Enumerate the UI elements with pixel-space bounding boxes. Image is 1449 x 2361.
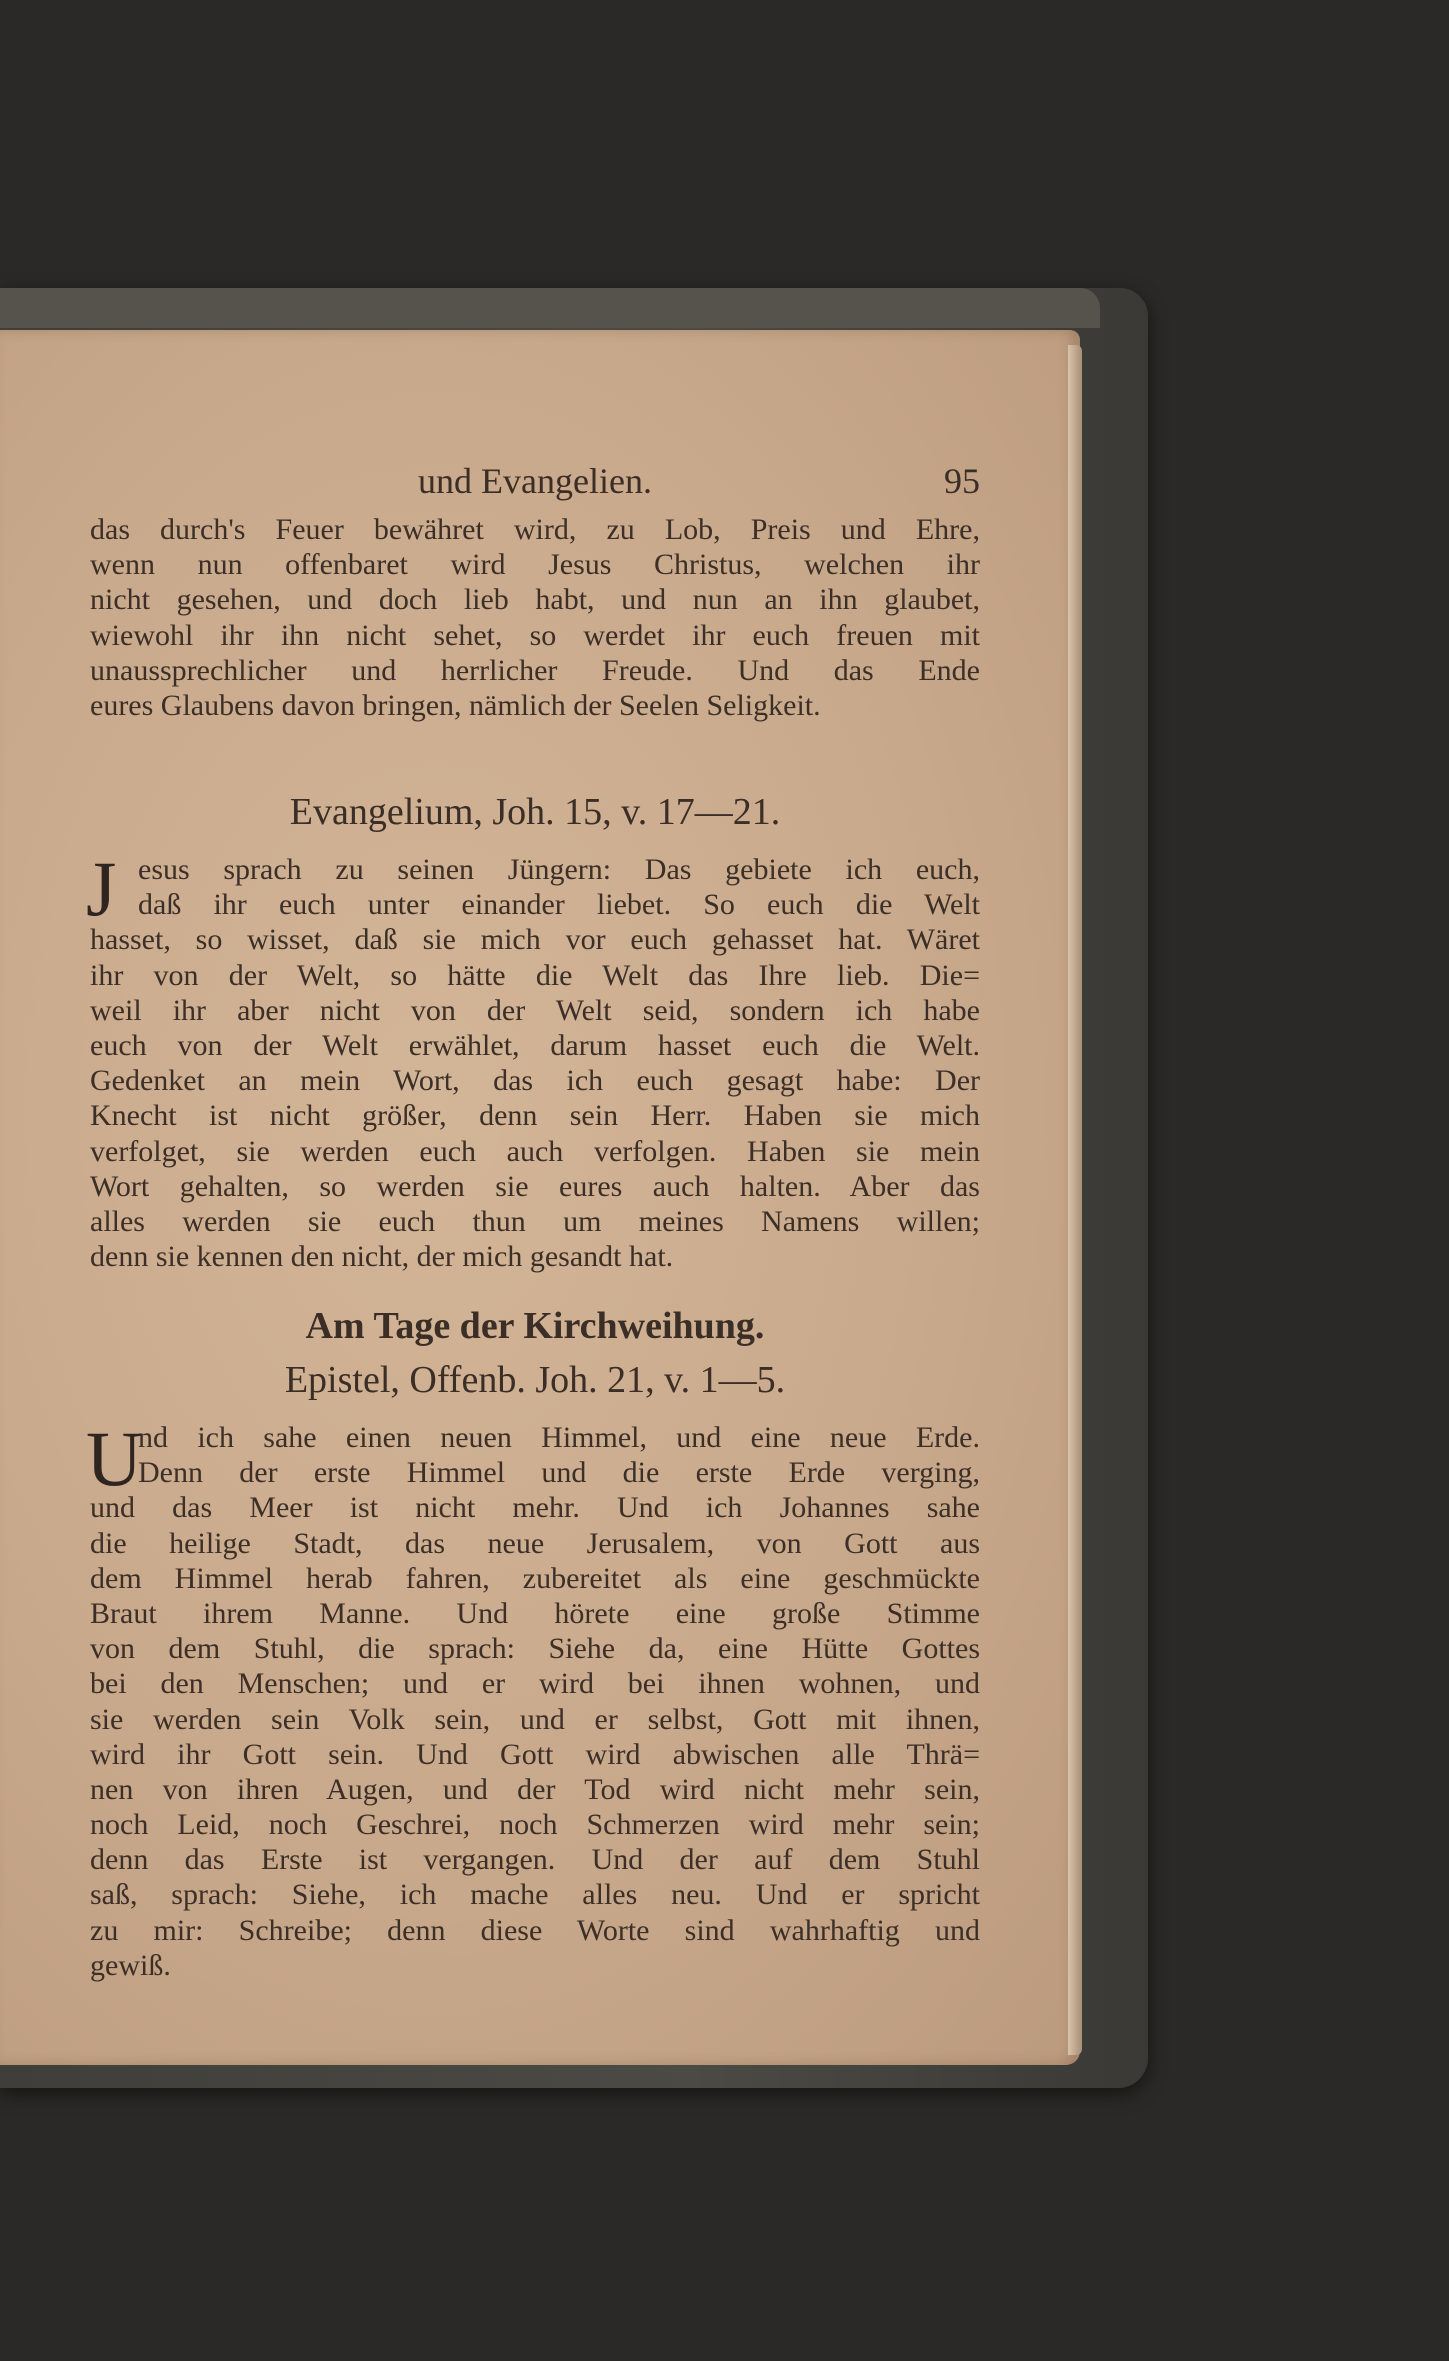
text-line: wiewohl ihr ihn nicht sehet, so werdet ihr euch freuen mit	[90, 618, 980, 652]
text-line: verfolget, sie werden euch auch verfolgen. Haben sie mein	[90, 1134, 980, 1168]
book-cover-top-edge	[0, 288, 1100, 328]
running-title: und Evangelien.	[418, 461, 652, 501]
text-line: das durch's Feuer bewähret wird, zu Lob, Preis und Ehre,	[90, 513, 980, 546]
text-line: daß ihr euch unter einander liebet. So euch die Welt	[138, 888, 980, 922]
gospel-heading: Evangelium, Joh. 15, v. 17—21.	[289, 791, 781, 833]
text-line: gewiß.	[90, 1948, 171, 1982]
text-line: und das Meer ist nicht mehr. Und ich Johannes sahe	[90, 1491, 980, 1525]
text-line: Knecht ist nicht größer, denn sein Herr. Haben sie mich	[90, 1099, 980, 1133]
text-line: Gedenket an mein Wort, das ich euch gesagt habe: Der	[90, 1064, 980, 1098]
drop-cap: J	[86, 845, 117, 932]
text-line: sie werden sein Volk sein, und er selbst, Gott mit ihnen,	[90, 1702, 980, 1736]
page-number: 95	[944, 461, 980, 501]
text-line: die heilige Stadt, das neue Jerusalem, von Gott aus	[90, 1526, 980, 1560]
text-line: euch von der Welt erwählet, darum hasset euch die Welt.	[90, 1028, 980, 1062]
text-line: wird ihr Gott sein. Und Gott wird abwischen alle Thrä=	[90, 1737, 980, 1771]
section-title: Am Tage der Kirchweihung.	[305, 1305, 765, 1347]
text-line: hasset, so wisset, daß sie mich vor euch gehasset hat. Wäret	[90, 923, 980, 957]
text-line: bei den Menschen; und er wird bei ihnen wohnen, und	[90, 1667, 980, 1701]
text-line: saß, sprach: Siehe, ich mache alles neu. Und er spricht	[90, 1878, 980, 1912]
text-line: Braut ihrem Manne. Und hörete eine große Stimme	[90, 1596, 980, 1630]
text-line: denn das Erste ist vergangen. Und der auf dem Stuhl	[90, 1843, 980, 1877]
text-line: nd ich sahe einen neuen Himmel, und eine neue Erde.	[138, 1421, 980, 1454]
epistle-heading: Epistel, Offenb. Joh. 21, v. 1—5.	[284, 1359, 786, 1401]
text-line: wenn nun offenbaret wird Jesus Christus, welchen ihr	[90, 548, 980, 582]
text-line: dem Himmel herab fahren, zubereitet als eine geschmückte	[90, 1561, 980, 1595]
text-line: denn sie kennen den nicht, der mich gesandt hat.	[90, 1240, 674, 1274]
paragraph-gospel	[86, 845, 980, 1274]
text-line: ihr von der Welt, so hätte die Welt das Ihre lieb. Die=	[90, 958, 980, 992]
drop-cap: U	[86, 1415, 143, 1502]
text-line: von dem Stuhl, die sprach: Siehe da, eine Hütte Gottes	[90, 1632, 980, 1666]
text-line: noch Leid, noch Geschrei, noch Schmerzen wird mehr sein;	[90, 1808, 980, 1842]
paragraph-epistle-continuation	[90, 512, 980, 723]
text-line: nen von ihren Augen, und der Tod wird nicht mehr sein,	[90, 1772, 980, 1806]
text-line: weil ihr aber nicht von der Welt seid, sondern ich habe	[90, 993, 980, 1027]
paragraph-epistle	[86, 1415, 980, 1983]
page-edge	[1068, 345, 1082, 2055]
text-line: alles werden sie euch thun um meines Namens willen;	[90, 1204, 980, 1238]
text-line: unaussprechlicher und herrlicher Freude. Und das Ende	[90, 653, 980, 687]
text-line: Denn der erste Himmel und die erste Erde verging,	[138, 1456, 980, 1490]
text-line: nicht gesehen, und doch lieb habt, und nun an ihn glaubet,	[90, 583, 980, 617]
text-line: zu mir: Schreibe; denn diese Worte sind wahrhaftig und	[90, 1913, 980, 1947]
running-head	[90, 460, 980, 506]
text-line: eures Glaubens davon bringen, nämlich der Seelen Seligkeit.	[90, 688, 821, 722]
text-line: Wort gehalten, so werden sie eures auch halten. Aber das	[90, 1169, 980, 1203]
text-line: esus sprach zu seinen Jüngern: Das gebiete ich euch,	[138, 853, 980, 886]
